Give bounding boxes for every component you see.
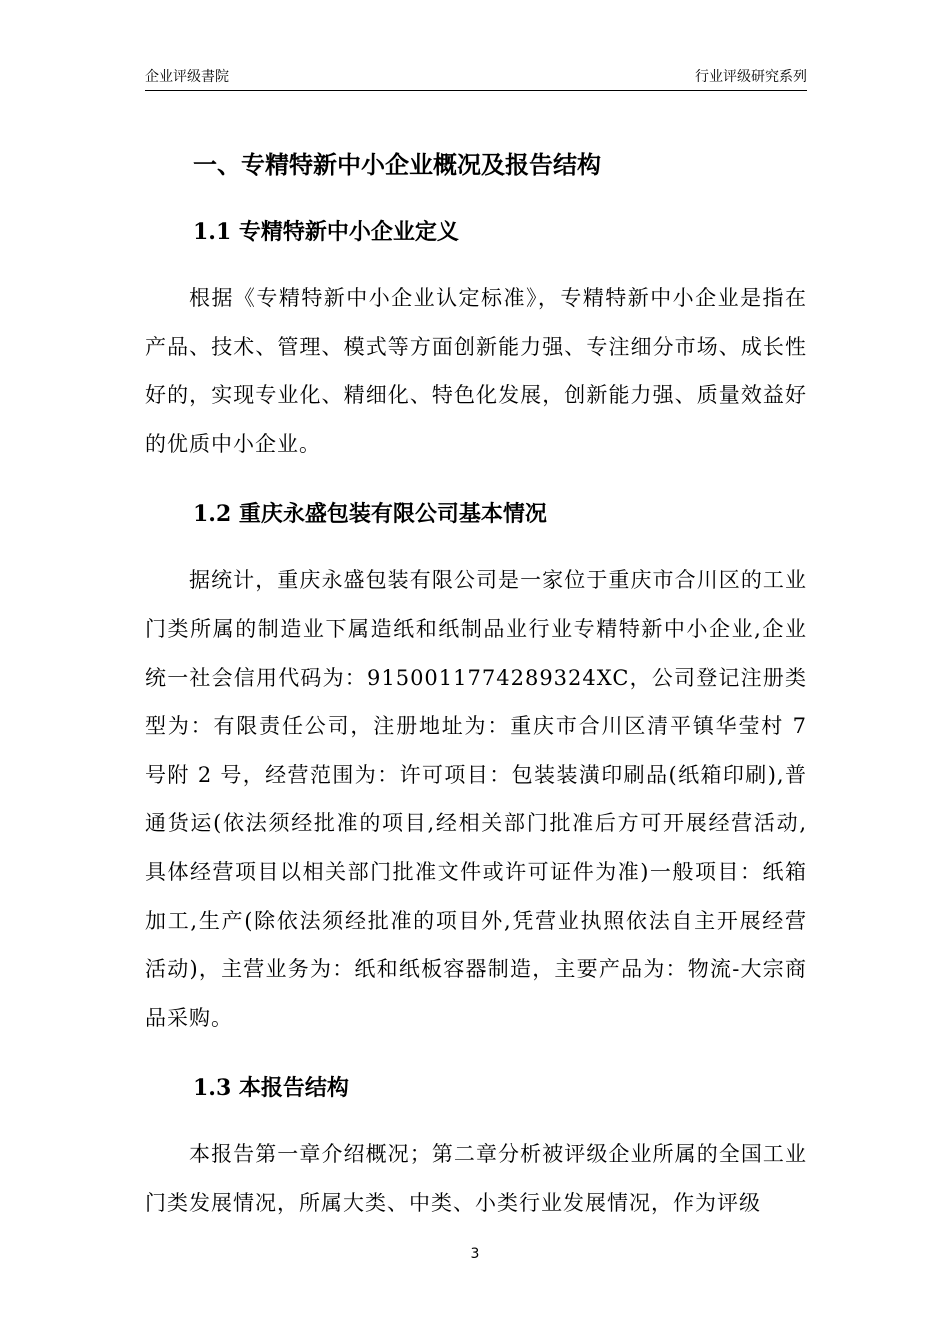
chapter-title: 一、专精特新中小企业概况及报告结构	[193, 150, 601, 179]
section-body-1-1: 根据《专精特新中小企业认定标准》，专精特新中小企业是指在产品、技术、管理、模式等方面创新能力强、专注细分市场、成长性好的，实现专业化、精细化、特色化发展，创新能力强、质量效益好的优质中小企业。	[145, 286, 807, 456]
section-body-1-3: 本报告第一章介绍概况；第二章分析被评级企业所属的全国工业门类发展情况，所属大类、中类、小类行业发展情况，作为评级	[145, 1142, 807, 1215]
section-heading-1-3: 1.3 本报告结构	[193, 1075, 349, 1102]
section-heading-1-2: 1.2 重庆永盛包装有限公司基本情况	[193, 501, 547, 528]
section-heading-1-1: 1.1 专精特新中小企业定义	[193, 219, 459, 245]
header-left-text: 企业评级書院	[145, 69, 229, 85]
page-number: 3	[470, 1246, 480, 1262]
section-body-1-2: 据统计，重庆永盛包装有限公司是一家位于重庆市合川区的工业门类所属的制造业下属造纸和纸制品业行业专精特新中小企业,企业统一社会信用代码为：9150011774289324XC，公司登记注册类型为：有限责任公司，注册地址为：重庆市合川区清平镇华莹村 7 号附 2 号，经营范围为：许可项目：包装装潢印刷品(纸箱印刷),普通货运(依法须经批准的项目,经相关部门批准后方可开展经营活动,具体经营项目以相关部门批准文件或许可证件为准)一般项目：纸箱加工,生产(除依法须经批准的项目外,凭营业执照依法自主开展经营活动)，主营业务为：纸和纸板容器制造，主要产品为：物流-大宗商品采购。	[145, 568, 807, 1030]
header-right-text: 行业评级研究系列	[695, 69, 807, 85]
page-header	[145, 68, 807, 91]
document-body	[145, 140, 807, 1228]
